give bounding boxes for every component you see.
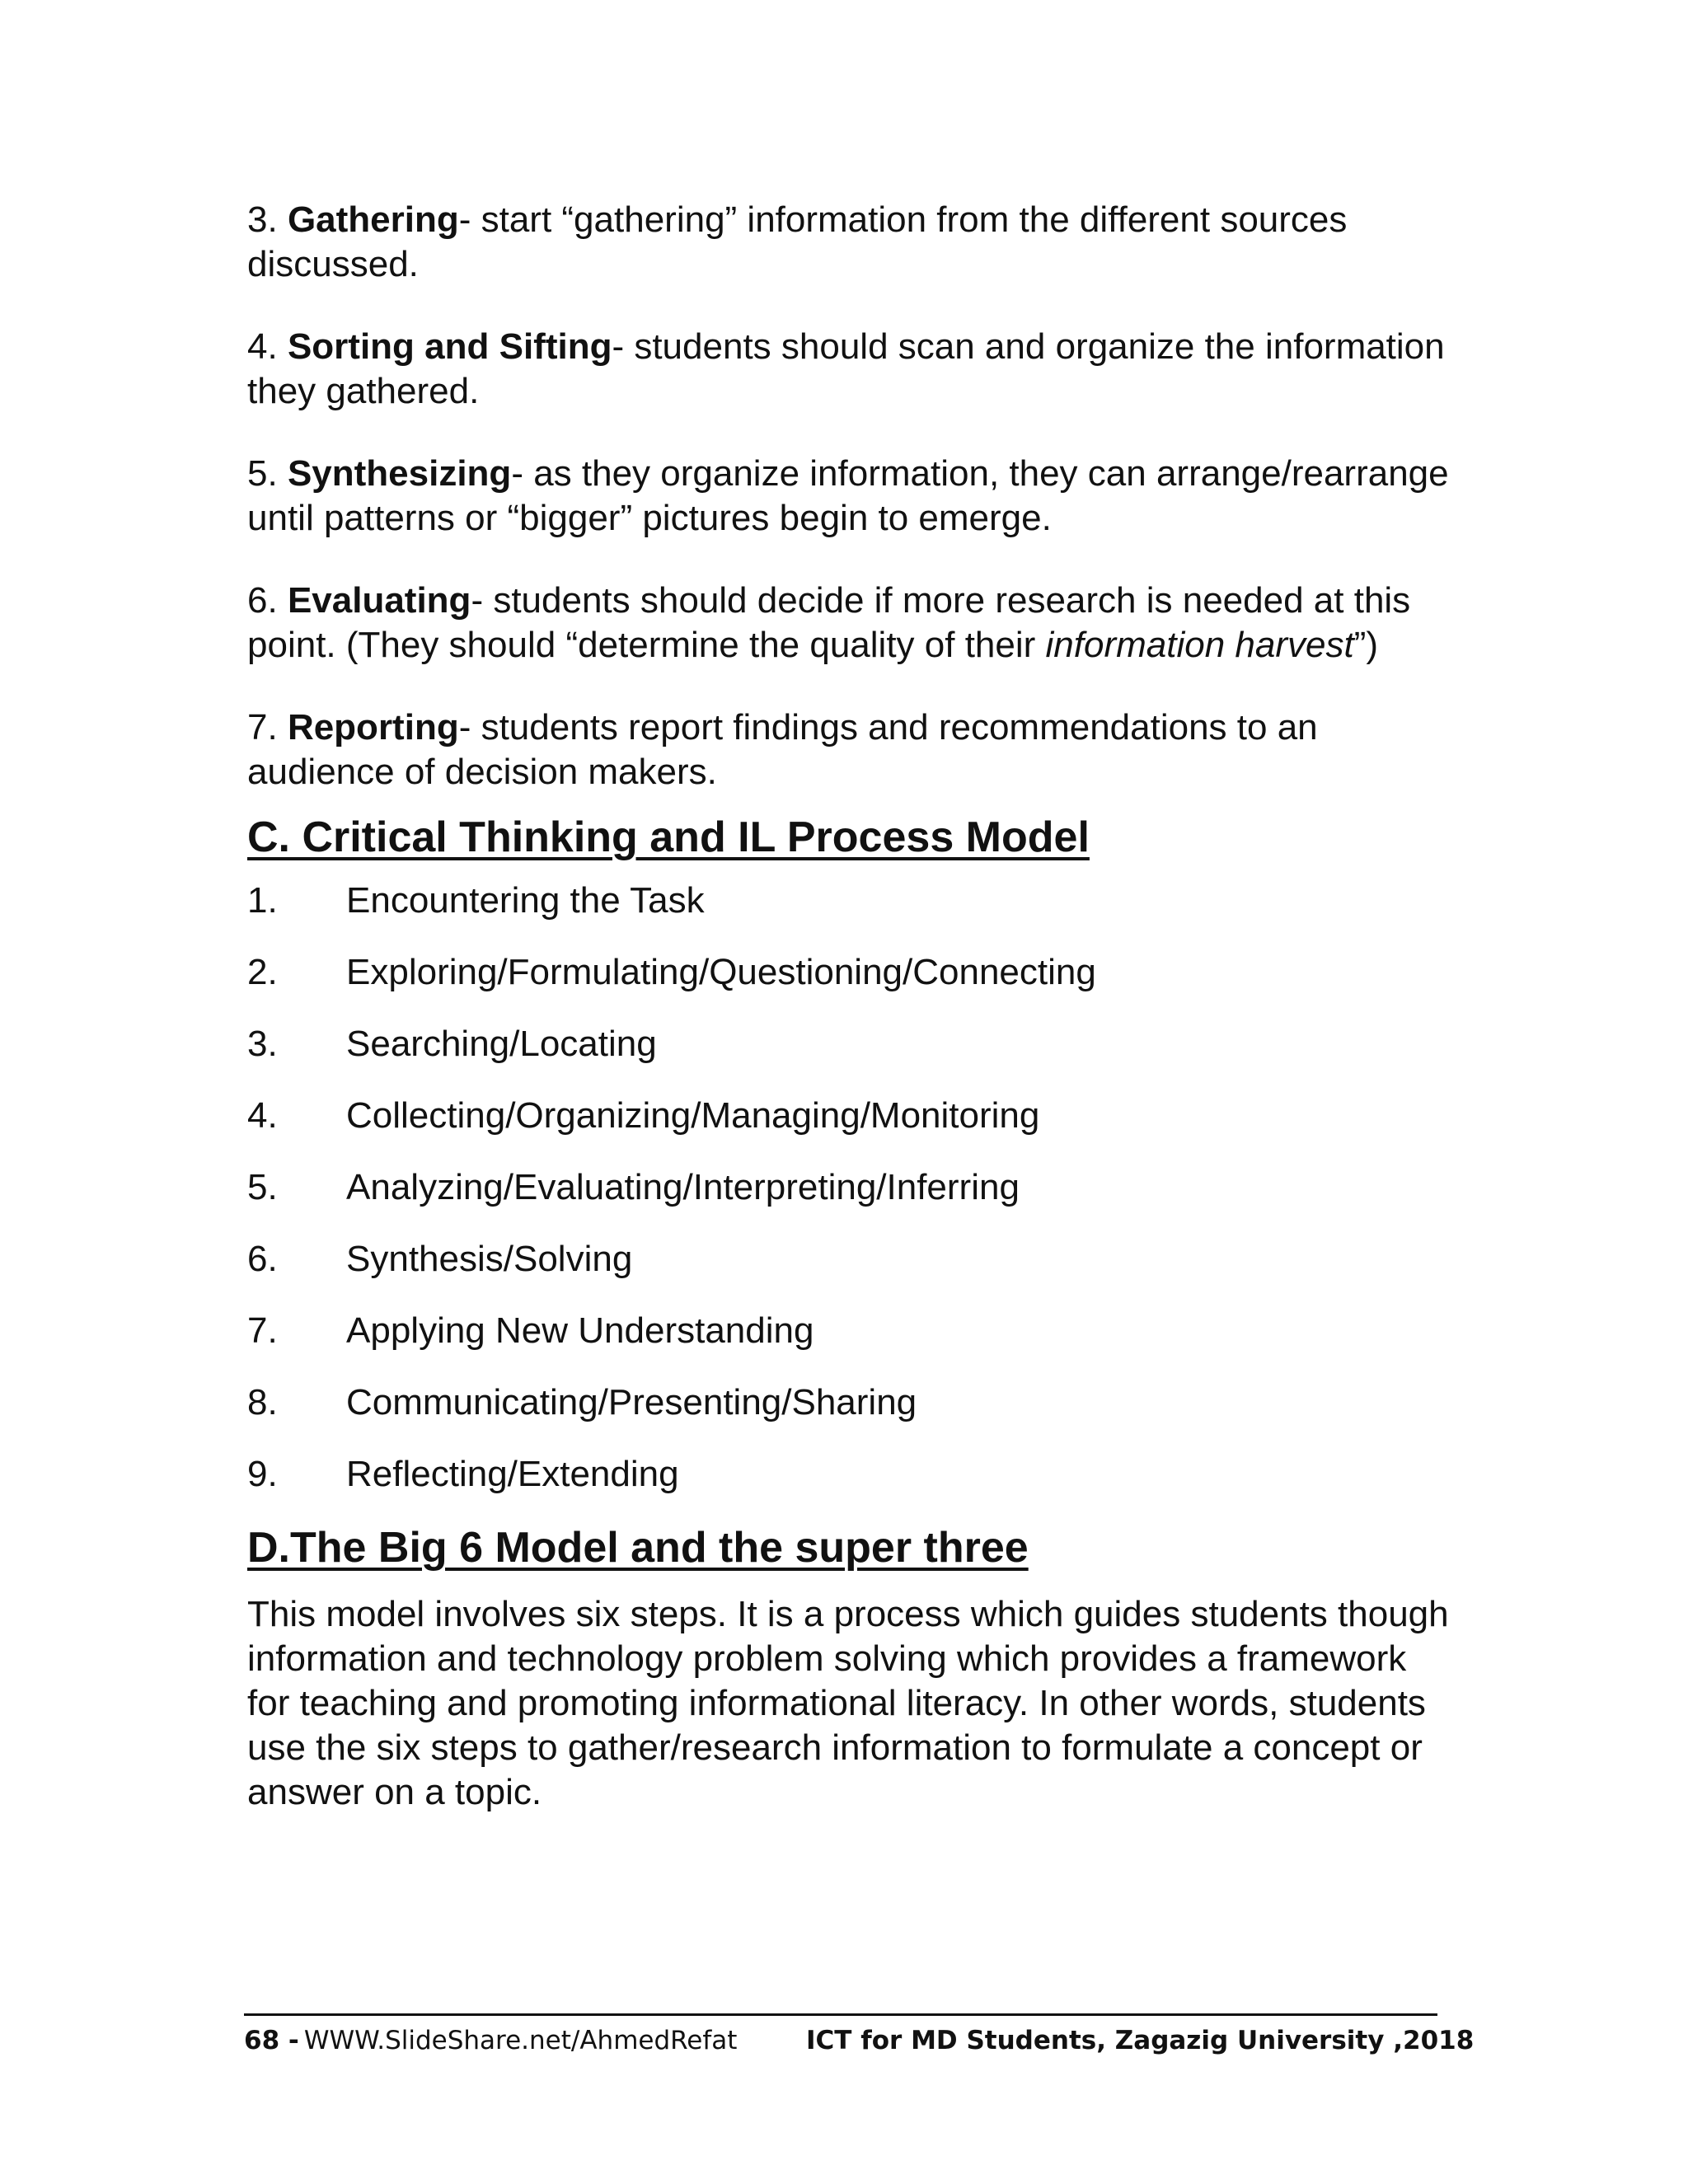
- list-item: [247, 1022, 1451, 1094]
- step-term: Sorting and Sifting: [287, 326, 612, 367]
- step-term: Evaluating: [287, 580, 471, 621]
- list-number: 2.: [247, 952, 278, 992]
- step-number: 4.: [247, 326, 278, 367]
- list-item: [247, 1237, 1451, 1309]
- list-item: [247, 1380, 1451, 1452]
- footer-title: ICT for MD Students, Zagazig University ,2018: [806, 2026, 1475, 2055]
- step-term: Synthesizing: [287, 453, 512, 494]
- step-term: Gathering: [287, 199, 459, 240]
- section-d-body: This model involves six steps. It is a process which guides students though information and technology problem solving which provides a framework for teaching and promoting informational literacy. In other words, students use the six steps to gather/research information to formulate a concept or answer on a topic.: [247, 1594, 1449, 1812]
- page-content: [247, 198, 1451, 1815]
- step-description: - students should scan and organize the information they gathered.: [247, 326, 1445, 411]
- step-description: - students should decide if more research is needed at this point. (They should “determine the quality of their: [247, 580, 1411, 665]
- step-reporting: [247, 705, 1451, 794]
- list-text: Exploring/Formulating/Questioning/Connecting: [346, 952, 1096, 992]
- step-number: 7.: [247, 707, 278, 748]
- step-evaluating: [247, 579, 1451, 668]
- list-number: 4.: [247, 1095, 278, 1136]
- footer-divider: [244, 2013, 1437, 2016]
- step-number: 5.: [247, 453, 278, 494]
- list-text: Communicating/Presenting/Sharing: [346, 1382, 917, 1422]
- list-number: 1.: [247, 880, 278, 921]
- list-number: 7.: [247, 1310, 278, 1351]
- list-item: [247, 1309, 1451, 1380]
- list-text: Encountering the Task: [346, 880, 705, 921]
- list-item: [247, 1452, 1451, 1510]
- list-number: 5.: [247, 1167, 278, 1207]
- process-model-list: [247, 879, 1451, 1510]
- step-sorting-sifting: [247, 325, 1451, 414]
- step-description: - students report findings and recommendations to an audience of decision makers.: [247, 707, 1318, 792]
- list-text: Searching/Locating: [346, 1024, 657, 1064]
- page-number: 68 -: [244, 2026, 299, 2055]
- section-d-heading: D.The Big 6 Model and the super three: [247, 1524, 1029, 1572]
- step-gathering: [247, 198, 1451, 287]
- list-text: Collecting/Organizing/Managing/Monitoring: [346, 1095, 1040, 1136]
- list-text: Synthesis/Solving: [346, 1239, 633, 1279]
- step-synthesizing: [247, 452, 1451, 541]
- list-number: 8.: [247, 1382, 278, 1422]
- list-number: 6.: [247, 1239, 278, 1279]
- section-c-heading: C. Critical Thinking and IL Process Model: [247, 813, 1090, 861]
- list-number: 3.: [247, 1024, 278, 1064]
- page-footer: [244, 2024, 1475, 2057]
- step-number: 6.: [247, 580, 278, 621]
- footer-site-url: WWW.SlideShare.net/AhmedRefat: [303, 2026, 738, 2055]
- step-description: - start “gathering” information from the different sources discussed.: [247, 199, 1348, 284]
- step-term: Reporting: [287, 707, 459, 748]
- list-item: [247, 1165, 1451, 1237]
- list-text: Analyzing/Evaluating/Interpreting/Inferring: [346, 1167, 1020, 1207]
- step-description: - as they organize information, they can arrange/rearrange until patterns or “bigger” pictures begin to emerge.: [247, 453, 1449, 538]
- step-number: 3.: [247, 199, 278, 240]
- list-text: Applying New Understanding: [346, 1310, 814, 1351]
- list-text: Reflecting/Extending: [346, 1454, 679, 1494]
- step-description-tail: ”): [1353, 625, 1378, 665]
- list-item: [247, 950, 1451, 1022]
- list-number: 9.: [247, 1454, 278, 1494]
- list-item: [247, 879, 1451, 950]
- list-item: [247, 1094, 1451, 1165]
- step-italic-text: information harvest: [1045, 625, 1354, 665]
